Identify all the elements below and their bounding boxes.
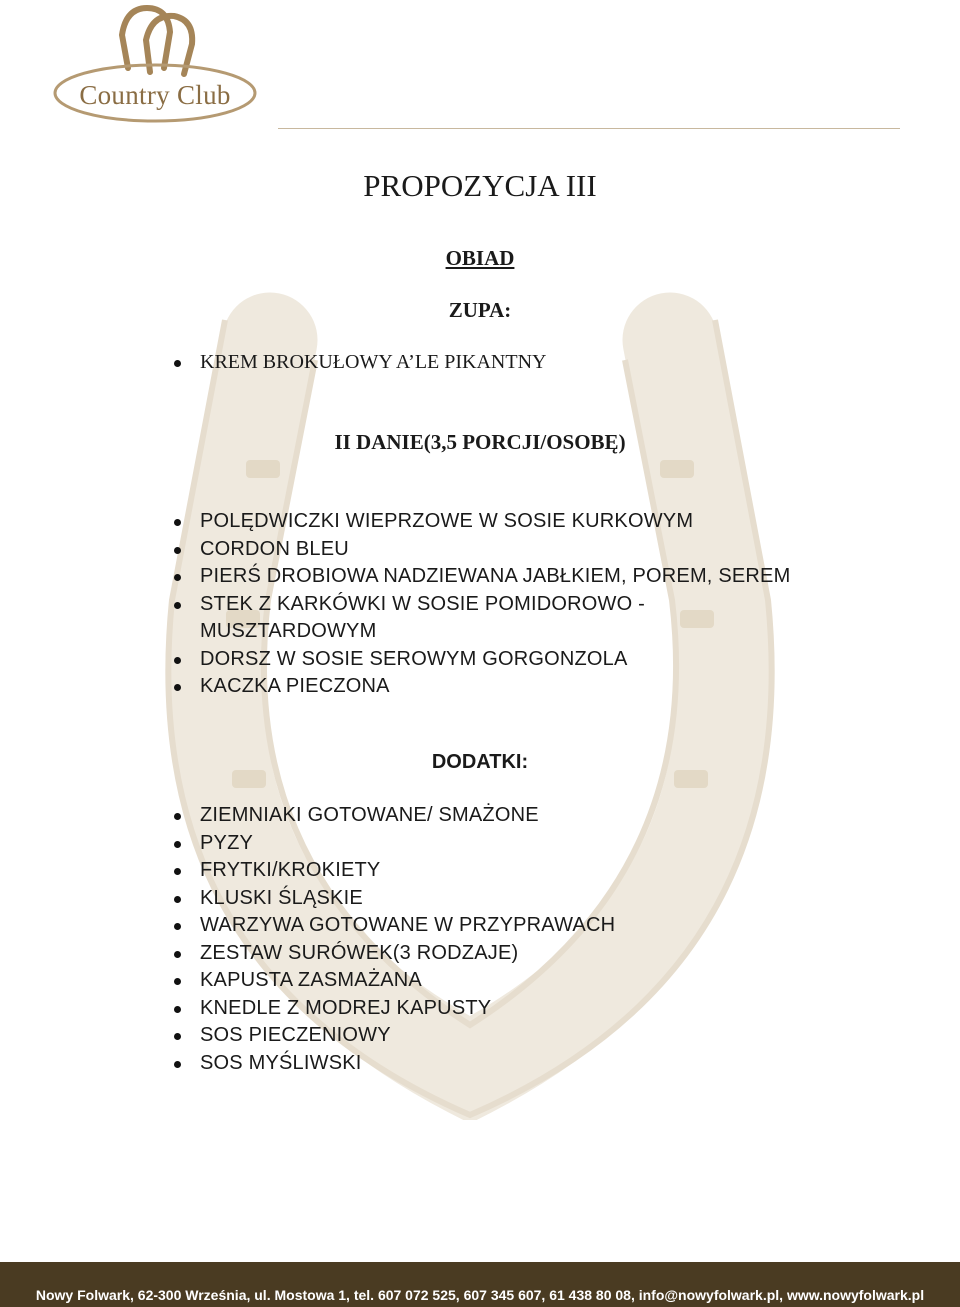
- logo-text: Country Club: [79, 80, 231, 110]
- list-item: WARZYWA GOTOWANE W PRZYPRAWACH: [200, 912, 615, 940]
- list-item: SOS MYŚLIWSKI: [200, 1050, 615, 1078]
- list-item: CORDON BLEU: [200, 536, 790, 564]
- sides-list: [200, 802, 615, 1077]
- main-course-list: [200, 508, 790, 701]
- soup-list: [200, 349, 546, 377]
- list-item: STEK Z KARKÓWKI W SOSIE POMIDOROWO -: [200, 591, 790, 619]
- footer-contact: Nowy Folwark, 62-300 Września, ul. Mostowa 1, tel. 607 072 525, 607 345 607, 61 438 80 08, info@nowyfolwark.pl, www.nowyfolwark.pl: [35, 1287, 925, 1303]
- list-item: KREM BROKUŁOWY A’LE PIKANTNY: [200, 349, 546, 377]
- list-item: KLUSKI ŚLĄSKIE: [200, 885, 615, 913]
- list-item: KACZKA PIECZONA: [200, 673, 790, 701]
- list-item: PIERŚ DROBIOWA NADZIEWANA JABŁKIEM, POREM, SEREM: [200, 563, 790, 591]
- list-item: ZIEMNIAKI GOTOWANE/ SMAŻONE: [200, 802, 615, 830]
- list-item: KNEDLE Z MODREJ KAPUSTY: [200, 995, 615, 1023]
- list-item: SOS PIECZENIOWY: [200, 1022, 615, 1050]
- footer-bar: [0, 1262, 960, 1307]
- list-item-continuation: MUSZTARDOWYM: [200, 620, 377, 642]
- list-item: PYZY: [200, 830, 615, 858]
- sides-heading: DODATKI:: [431, 751, 529, 773]
- list-item: DORSZ W SOSIE SEROWYM GORGONZOLA: [200, 646, 790, 674]
- page-title: PROPOZYCJA III: [363, 168, 597, 203]
- obiad-heading: OBIAD: [445, 246, 515, 270]
- soup-heading: ZUPA:: [448, 298, 512, 322]
- main-course-heading: II DANIE(3,5 PORCJI/OSOBĘ): [334, 430, 626, 454]
- list-item: ZESTAW SURÓWEK(3 RODZAJE): [200, 940, 615, 968]
- list-item: POLĘDWICZKI WIEPRZOWE W SOSIE KURKOWYM: [200, 508, 790, 536]
- list-item: KAPUSTA ZASMAŻANA: [200, 967, 615, 995]
- list-item: FRYTKI/KROKIETY: [200, 857, 615, 885]
